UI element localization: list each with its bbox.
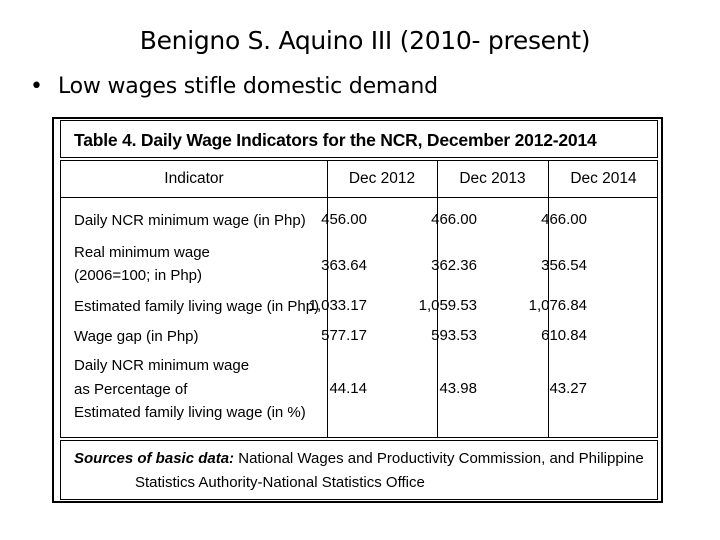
cell-value: 466.00 xyxy=(541,211,587,228)
bullet-dot-icon: • xyxy=(30,74,43,99)
cell-value: 1,059.53 xyxy=(418,297,477,314)
cell-value: 43.98 xyxy=(439,380,477,397)
row-label-family-living-wage: Estimated family living wage (in Php) xyxy=(74,298,320,315)
sources-text-1: National Wages and Productivity Commission, and Philippine xyxy=(238,450,644,467)
cell-value: 610.84 xyxy=(541,327,587,344)
header-indicator: Indicator xyxy=(164,170,224,187)
row-label-percentage: Daily NCR minimum wage xyxy=(74,357,250,374)
cell-value: 466.00 xyxy=(431,211,477,228)
slide-title: Benigno S. Aquino III (2010- present) xyxy=(139,26,591,55)
header-divider xyxy=(61,197,657,198)
sources-line-2: Statistics Authority-National Statistics Office xyxy=(135,474,425,491)
cell-value: 44.14 xyxy=(329,380,367,397)
header-dec-2014: Dec 2014 xyxy=(570,170,637,187)
bullet-item xyxy=(30,74,438,99)
cell-value: 362.36 xyxy=(431,257,477,274)
sources-label: Sources of basic data: xyxy=(74,450,235,467)
bullet-text: Low wages stifle domestic demand xyxy=(58,74,438,99)
row-label-real-minimum-wage-sub: (2006=100; in Php) xyxy=(74,267,203,284)
cell-value: 577.17 xyxy=(321,327,367,344)
cell-value: 356.54 xyxy=(541,257,587,274)
cell-value: 43.27 xyxy=(549,380,587,397)
cell-value: 593.53 xyxy=(431,327,477,344)
table-sources xyxy=(60,440,658,500)
row-label-minimum-wage: Daily NCR minimum wage (in Php) xyxy=(74,212,306,229)
header-dec-2013: Dec 2013 xyxy=(459,170,526,187)
data-table xyxy=(60,160,658,438)
cell-value: 456.00 xyxy=(321,211,367,228)
sources-line-1 xyxy=(74,447,644,470)
header-dec-2012: Dec 2012 xyxy=(348,170,416,187)
row-label-percentage-sub2: Estimated family living wage (in %) xyxy=(74,404,306,421)
row-label-real-minimum-wage: Real minimum wage xyxy=(74,244,210,261)
table-caption: Table 4. Daily Wage Indicators for the NCR, December 2012-2014 xyxy=(60,120,658,158)
cell-value: 1,033.17 xyxy=(308,297,367,314)
row-label-wage-gap: Wage gap (in Php) xyxy=(74,328,199,345)
cell-value: 1,076.84 xyxy=(528,297,587,314)
cell-value: 363.64 xyxy=(321,257,367,274)
row-label-percentage-sub: as Percentage of xyxy=(74,381,188,398)
